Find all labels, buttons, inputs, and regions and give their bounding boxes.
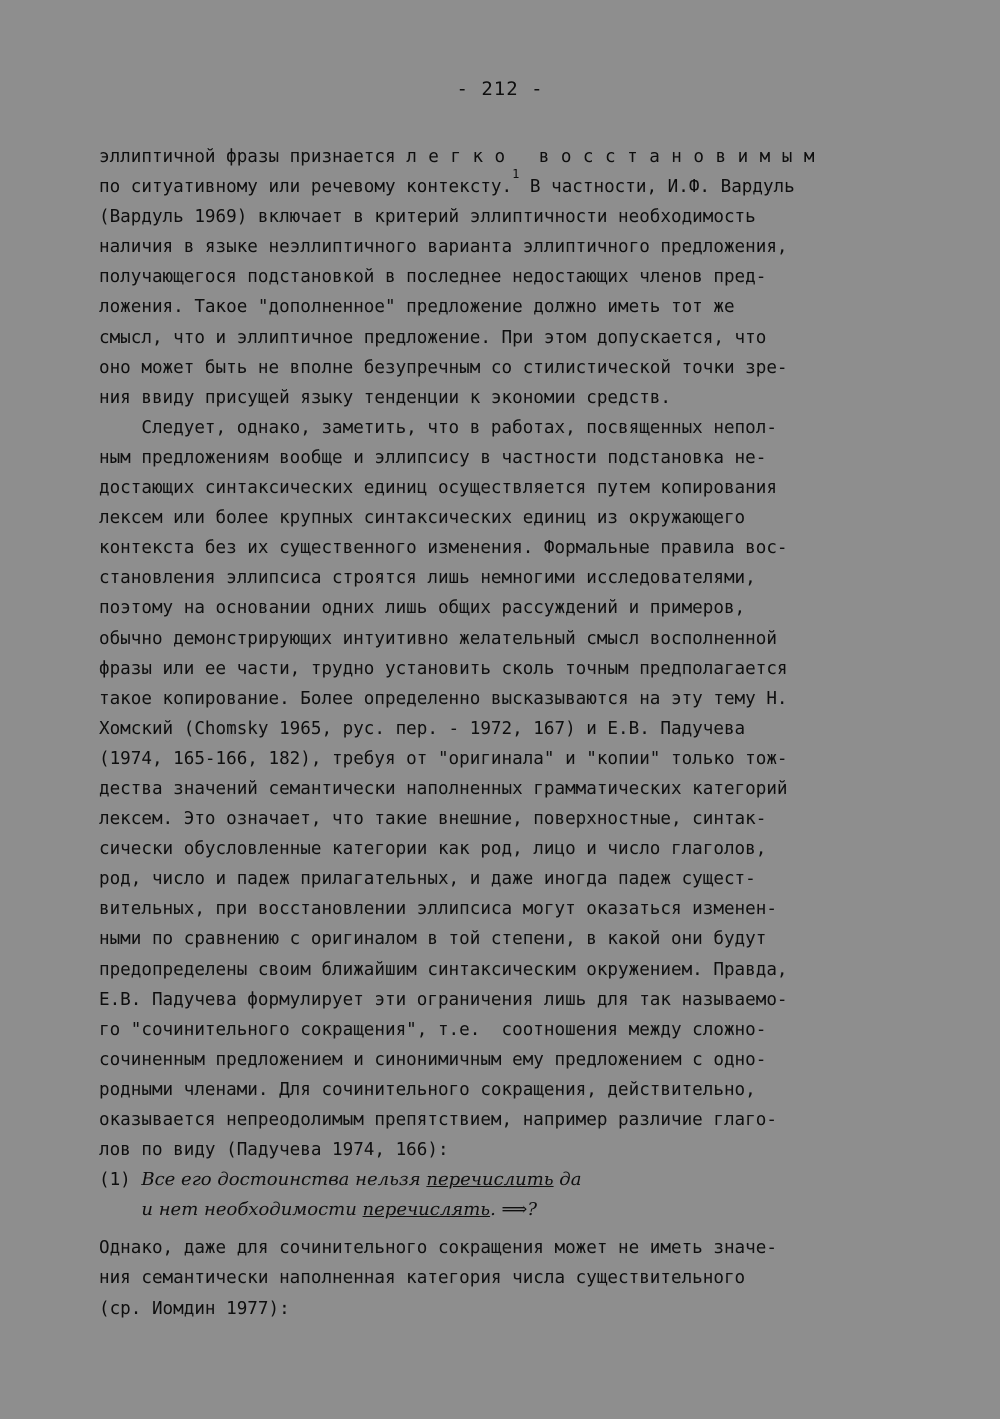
text-fragment: В частности, И.Ф. Вардуль xyxy=(519,177,795,198)
text-line: оно может быть не вполне безупречным со стилистической точки зре- xyxy=(99,357,788,378)
text-fragment: эллиптичной фразы признается xyxy=(99,147,407,167)
body-text xyxy=(99,142,899,1324)
text-line: сочиненным предложением и синонимичным ему предложением с одно- xyxy=(99,1049,767,1070)
text-line: (ср. Иомдин 1977): xyxy=(99,1298,290,1319)
text-line: смысл, что и эллиптичное предложение. При этом допускается, что xyxy=(99,327,767,348)
text-line: предопределены своим ближайшим синтаксическим окружением. Правда, xyxy=(99,959,788,980)
text-line: контекста без их существенного изменения. Формальные правила вос- xyxy=(99,538,788,559)
example-text: Все его достоинства нельзя xyxy=(141,1169,427,1191)
text-line: лексем или более крупных синтаксических единиц из окружающего xyxy=(99,508,746,529)
text-line: ния семантически наполненная категория числа существительного xyxy=(99,1268,746,1289)
text-line: фразы или ее части, трудно установить сколь точным предполагается xyxy=(99,658,788,679)
text-fragment: по ситуативному или речевому контексту. xyxy=(99,177,513,198)
text-line: го "сочинительного сокращения", т.е. соотношения между сложно- xyxy=(99,1019,767,1040)
text-line xyxy=(99,142,899,172)
page-number: - 212 - xyxy=(456,78,544,100)
text-line: ложения. Такое "дополненное" предложение должно иметь тот же xyxy=(99,297,735,318)
text-line: Хомский (Chomsky 1965, рус. пер. - 1972, 167) и Е.В. Падучева xyxy=(99,718,746,739)
example-text: и нет необходимости xyxy=(141,1199,363,1221)
text-line: обычно демонстрирующих интуитивно желательный смысл восполненной xyxy=(99,628,777,649)
spaced-emphasis: легко восстановимым xyxy=(406,147,826,167)
text-line: наличия в языке неэллиптичного варианта эллиптичного предложения, xyxy=(99,237,788,258)
text-line: (1974, 165-166, 182), требуя от "оригинала" и "копии" только тож- xyxy=(99,748,788,769)
text-line: сически обусловленные категории как род, лицо и число глаголов, xyxy=(99,839,767,860)
text-line xyxy=(99,167,899,202)
example-underlined-verb: перечислять xyxy=(362,1199,491,1221)
example-underlined-verb: перечислить xyxy=(426,1169,554,1191)
text-line: Однако, даже для сочинительного сокращения может не иметь значе- xyxy=(99,1238,777,1259)
example-text: . ⟹? xyxy=(490,1199,537,1221)
text-line: поэтому на основании одних лишь общих рассуждений и примеров, xyxy=(99,598,746,619)
text-line: род, число и падеж прилагательных, и даже иногда падеж сущест- xyxy=(99,869,756,890)
example-line-2 xyxy=(99,1195,899,1225)
text-line: лов по виду (Падучева 1974, 166): xyxy=(99,1140,449,1161)
text-line: дества значений семантически наполненных грамматических категорий xyxy=(99,778,788,799)
text-line: родными членами. Для сочинительного сокращения, действительно, xyxy=(99,1079,756,1100)
text-line: (Вардуль 1969) включает в критерий эллиптичности необходимость xyxy=(99,207,756,228)
example-line-1 xyxy=(99,1165,899,1195)
text-line: становления эллипсиса строятся лишь немногими исследователями, xyxy=(99,568,756,589)
text-line: получающегося подстановкой в последнее недостающих членов пред- xyxy=(99,267,767,288)
text-line: достающих синтаксических единиц осуществляется путем копирования xyxy=(99,478,777,499)
text-line: ным предложениям вообще и эллипсису в частности подстановка не- xyxy=(99,447,767,468)
text-line: Следует, однако, заметить, что в работах, посвященных непол- xyxy=(99,417,777,438)
text-line: ния ввиду присущей языку тенденции к экономии средств. xyxy=(99,387,671,408)
text-line: Е.В. Падучева формулирует эти ограничения лишь для так называемо- xyxy=(99,989,788,1010)
example-text: да xyxy=(553,1169,582,1191)
text-line: ными по сравнению с оригиналом в той степени, в какой они будут xyxy=(99,929,767,950)
text-line: оказывается непреодолимым препятствием, например различие глаго- xyxy=(99,1110,777,1130)
example-label: (1) xyxy=(99,1170,142,1191)
text-line: вительных, при восстановлении эллипсиса могут оказаться изменен- xyxy=(99,899,777,920)
text-line: такое копирование. Более определенно высказываются на эту тему Н. xyxy=(99,688,788,709)
footnote-marker: 1 xyxy=(512,167,520,182)
example-indent xyxy=(99,1200,141,1220)
text-line: лексем. Это означает, что такие внешние, поверхностные, синтак- xyxy=(99,809,767,830)
spacer xyxy=(99,1225,899,1233)
